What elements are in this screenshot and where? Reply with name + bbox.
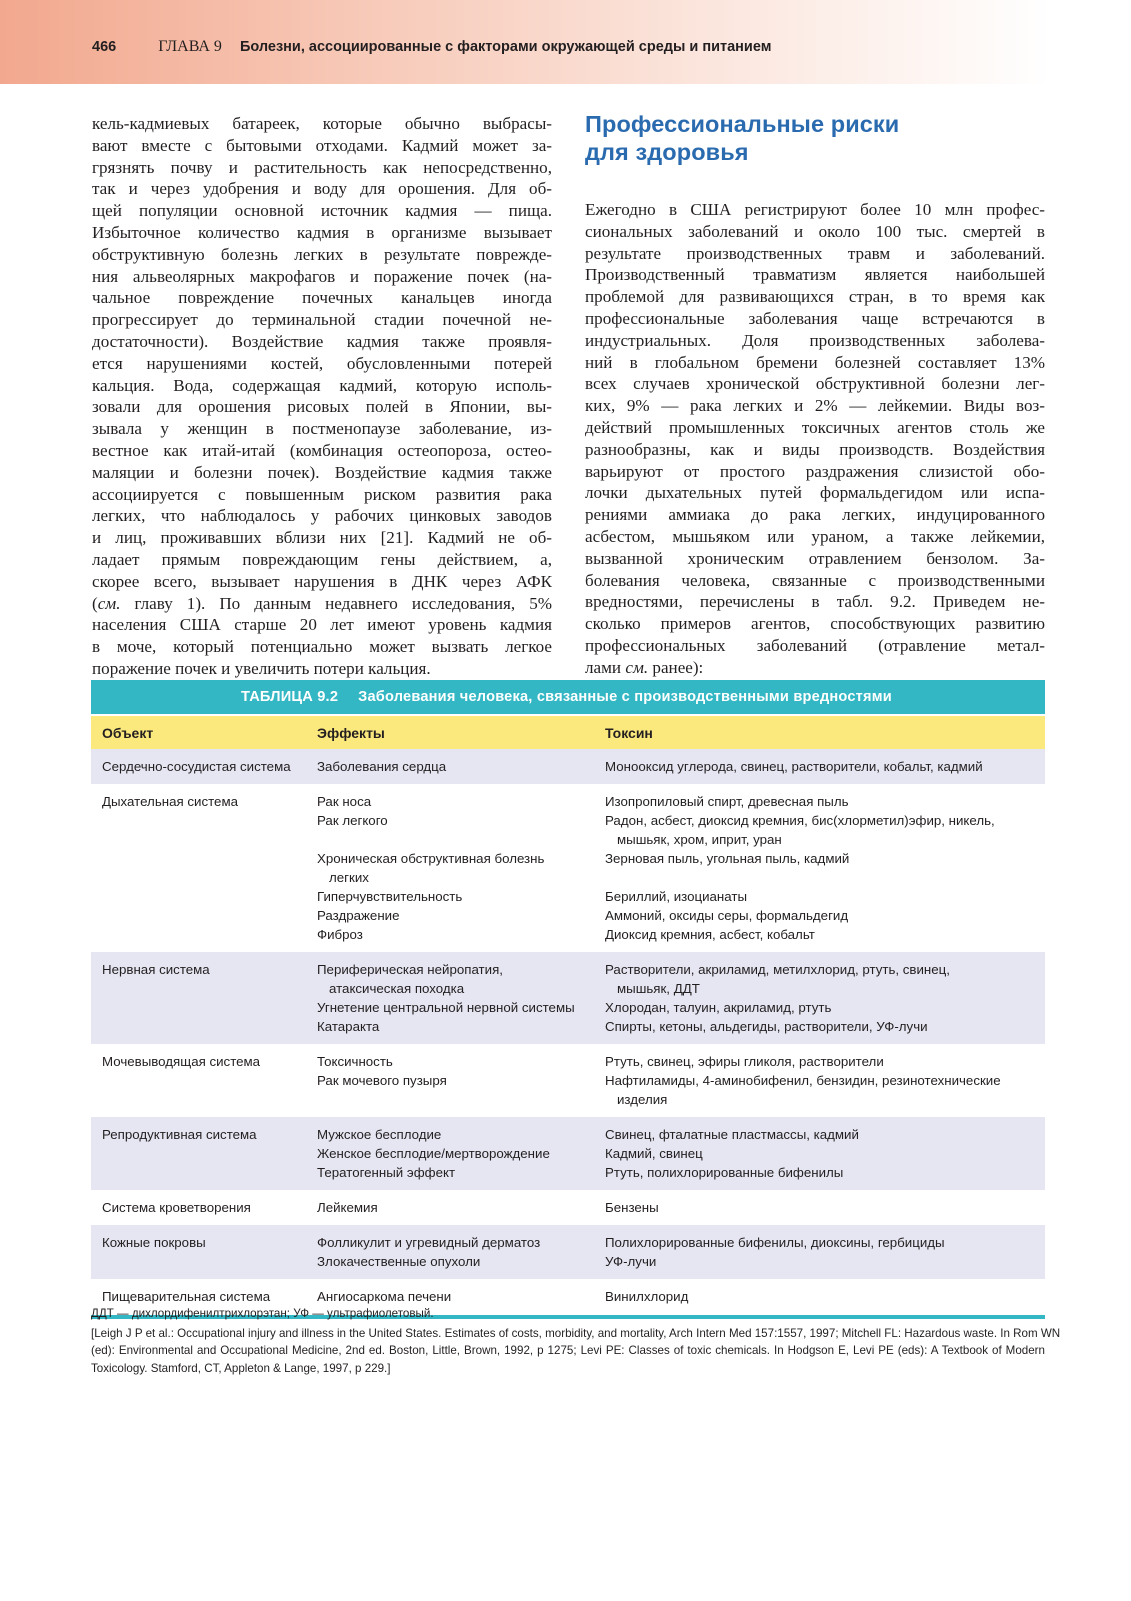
text-line: вестное как итай-итай (комбинация остеопороза, остео- [92, 440, 552, 460]
toxin-line: Винилхлорид [605, 1289, 689, 1304]
effect-line: Мужское бесплодие [317, 1127, 442, 1142]
toxin-line: Бериллий, изоцианаты [605, 889, 748, 904]
text-line: в моче, который потенциально может вызвать легкое [92, 637, 552, 657]
effect-line: легких [329, 870, 369, 885]
effect-line: Гиперчувствительность [317, 889, 463, 904]
text-line: Ежегодно в США регистрируют более 10 млн профес- [585, 200, 1045, 219]
cell-toxins [605, 960, 1045, 1036]
text-line: вредностями, перечислены в табл. 9.2. Приведем не- [585, 592, 1045, 612]
text-line: ний в глобальном бремени болезней составляет 13% [585, 352, 1045, 372]
toxin-line: Ртуть, свинец, эфиры гликоля, растворители [605, 1054, 884, 1069]
cell-effects [317, 960, 605, 1036]
running-header-line [92, 38, 771, 56]
text-line: кель-кадмиевых батареек, которые обычно выбрасы- [92, 114, 552, 133]
toxin-line: Полихлорированные бифенилы, диоксины, гербициды [605, 1235, 945, 1250]
text-line: профессиональных заболеваний (отравление метал- [585, 635, 1045, 655]
text-line: маляции и болезни почек). Воздействие кадмия также [92, 462, 552, 482]
text-line: чальное повреждение почечных канальцев иногда [92, 288, 552, 308]
text-line: болевания человека, связанные с производственными [585, 570, 1045, 590]
cell-effects [317, 792, 605, 944]
text-line: ется нарушениями костей, обусловленными потерей [92, 353, 552, 373]
table-abbreviations: ДДТ — дихлордифенилтрихлорэтан; УФ — ультрафиолетовый. [91, 1307, 434, 1320]
effect-line: Ангиосаркома печени [317, 1289, 452, 1304]
effect-line: Рак носа [317, 794, 372, 809]
effect-line: Фолликулит и угревидный дерматоз [317, 1235, 541, 1250]
effect-line: Тератогенный эффект [317, 1165, 456, 1180]
cell-object: Кожные покровы [102, 1235, 206, 1250]
text-line: скорее всего, вызывает нарушения в ДНК через АФК [92, 571, 552, 591]
cell-effects [317, 1233, 605, 1271]
cell-effects [317, 1198, 605, 1217]
text-line: прогрессирует до терминальной стадии почечной не- [92, 310, 552, 330]
text-line: всех случаев хронической обструктивной болезни лег- [585, 374, 1045, 394]
table-source [91, 1325, 1061, 1378]
chapter-label: ГЛАВА 9 [158, 38, 222, 55]
toxin-line: Кадмий, свинец [605, 1146, 703, 1161]
column-header-toxin: Токсин [605, 724, 653, 741]
cell-toxins [605, 1198, 1045, 1217]
toxin-line: Ртуть, полихлорированные бифенилы [605, 1165, 844, 1180]
left-text-column [92, 113, 552, 680]
effect-line: Хроническая обструктивная болезнь [317, 851, 545, 866]
text-line: зовали для орошения рисовых полей в Японии, вы- [92, 397, 552, 417]
right-text-column [585, 110, 1045, 679]
cell-object: Мочевыводящая система [102, 1054, 261, 1069]
text-line: поражение почек и увеличить потери кальция. [92, 658, 431, 678]
table-number: ТАБЛИЦА 9.2 [241, 689, 339, 705]
table-body [91, 749, 1045, 1314]
cell-effects [317, 1052, 605, 1109]
cell-effects [317, 757, 605, 776]
effect-line: Периферическая нейропатия, [317, 962, 503, 977]
table-notes [91, 1305, 1061, 1377]
text-line: индустриальных. Доля производственных заболева- [585, 330, 1045, 350]
effect-line [317, 830, 605, 849]
effect-line: Рак мочевого пузыря [317, 1073, 447, 1088]
toxin-line: Бензены [605, 1200, 659, 1215]
toxin-line: Зерновая пыль, угольная пыль, кадмий [605, 851, 850, 866]
cell-toxins [605, 1287, 1045, 1306]
cell-object: Нервная система [102, 962, 210, 977]
effect-line: Фиброз [317, 927, 363, 942]
text-line: сиональных заболеваний и около 100 тыс. смертей в [585, 221, 1045, 241]
section-heading-line: Профессиональные риски [585, 111, 900, 137]
text-line: кальция. Вода, содержащая кадмий, которую исполь- [92, 375, 552, 395]
section-heading [585, 110, 1045, 166]
section-heading-line: для здоровья [585, 139, 749, 165]
table-row [91, 1117, 1045, 1190]
text-line: обструктивную болезнь легких в результате поврежде- [92, 244, 552, 264]
text-line: результате производственных травм и заболеваний. [585, 243, 1045, 263]
effect-line: Лейкемия [317, 1200, 378, 1215]
text-line: Производственный травматизм является наибольшей [585, 265, 1045, 285]
text-line: лами см. ранее): [585, 657, 704, 677]
toxin-line: Монооксид углерода, свинец, растворители, кобальт, кадмий [605, 759, 983, 774]
toxin-line: мышьяк, ДДТ [617, 981, 700, 996]
cell-object: Пищеварительная система [102, 1289, 271, 1304]
cell-object: Дыхательная система [102, 794, 238, 809]
text-line: ассоциируется с повышенным риском развития рака [92, 484, 552, 504]
text-line: профессиональные заболевания чаще встречаются в [585, 308, 1045, 328]
table-row [91, 1190, 1045, 1225]
text-line: и лиц, проживавших вблизи них [21]. Кадмий не об- [92, 528, 552, 548]
table-row [91, 1044, 1045, 1117]
toxin-line: мышьяк, хром, иприт, уран [617, 832, 782, 847]
cell-toxins [605, 1233, 1045, 1271]
effect-line: Злокачественные опухоли [317, 1254, 481, 1269]
text-line: ния альвеолярных макрофагов и поражение почек (на- [92, 266, 552, 286]
cell-object: Система кроветворения [102, 1200, 251, 1215]
text-line: варьируют от простого раздражения слизистой обо- [585, 461, 1045, 481]
text-line: проблемой для развивающихся стран, в то время как [585, 287, 1045, 307]
column-header-object: Объект [102, 724, 154, 741]
table-9-2 [91, 680, 1045, 1319]
text-line: асбестом, мышьяком или ураном, а также лейкемии, [585, 526, 1045, 546]
toxin-line: Хлородан, талуин, акриламид, ртуть [605, 1000, 832, 1015]
effect-line: Катаракта [317, 1019, 380, 1034]
text-line: легких, что наблюдалось у рабочих цинковых заводов [92, 506, 552, 526]
text-line: лочки дыхательных путей формальдегидом или испа- [585, 483, 1045, 503]
running-header [0, 0, 1131, 84]
cell-object: Репродуктивная система [102, 1127, 257, 1142]
cell-toxins [605, 1052, 1045, 1109]
cell-effects [317, 1287, 605, 1306]
table-caption-bar [91, 680, 1045, 714]
text-line: действий промышленных токсичных агентов столь же [585, 417, 1045, 437]
column-header-effects: Эффекты [317, 724, 385, 741]
text-line: достаточности). Воздействие кадмия также проявля- [92, 331, 552, 351]
cell-effects [317, 1125, 605, 1182]
text-line: ких, 9% — рака легких и 2% — лейкемии. Виды воз- [585, 396, 1045, 416]
toxin-line: Диоксид кремния, асбест, кобальт [605, 927, 815, 942]
toxin-line: Растворители, акриламид, метилхлорид, ртуть, свинец, [605, 962, 950, 977]
source-line: [Leigh J P et al.: Occupational injury and illness in the United States. Estimates of costs, morbidity, and mortality, Arch Intern Med 157:1557, 1997; Mitchell FL: Hazardous waste. In Rom WN [91, 1326, 1061, 1340]
text-line: вают вместе с бытовыми отходами. Кадмий может за- [92, 135, 552, 155]
text-line: щей популяции основной источник кадмия — пища. [92, 201, 552, 221]
text-line: ладает прямым повреждающим гены действием, а, [92, 549, 552, 569]
text-line: Избыточное количество кадмия в организме вызывает [92, 222, 552, 242]
toxin-line: Спирты, кетоны, альдегиды, растворители, УФ-лучи [605, 1019, 928, 1034]
effect-line: Заболевания сердца [317, 759, 447, 774]
cell-toxins [605, 792, 1045, 944]
effect-line: Раздражение [317, 908, 400, 923]
source-line: (ed): Environmental and Occupational Medicine, 2nd ed. Boston, Little, Brown, 1992, p 1275; Levi PE: Classes of toxic chemicals. In Hodgson E, Levi PE (eds): A Textbook of Modern [91, 1344, 1045, 1358]
effect-line: Угнетение центральной нервной системы [317, 1000, 575, 1015]
text-line: грязнять почву и растительность как непосредственно, [92, 157, 552, 177]
toxin-line: Радон, асбест, диоксид кремния, бис(хлорметил)эфир, никель, [605, 813, 995, 828]
chapter-title: Болезни, ассоциированные с факторами окружающей среды и питанием [239, 39, 772, 55]
effect-line: Рак легкого [317, 813, 388, 828]
table-row [91, 749, 1045, 784]
effect-line: Токсичность [317, 1054, 393, 1069]
section-body [585, 199, 1045, 679]
cell-toxins [605, 1125, 1045, 1182]
toxin-line: Нафтиламиды, 4-аминобифенил, бензидин, резинотехнические [605, 1073, 1001, 1088]
toxin-line: Свинец, фталатные пластмассы, кадмий [605, 1127, 859, 1142]
text-line: разнообразны, как и виды производств. Воздействия [585, 439, 1045, 459]
table-row [91, 784, 1045, 952]
table-header-row [91, 714, 1045, 749]
toxin-line: изделия [617, 1092, 668, 1107]
table-row [91, 952, 1045, 1044]
text-line: (см. главу 1). По данным недавнего исследования, 5% [92, 593, 552, 613]
text-line: рениями аммиака до рака легких, индуцированного [585, 505, 1045, 525]
cell-toxins [605, 757, 1045, 776]
text-line: населения США старше 20 лет имеют уровень кадмия [92, 615, 552, 635]
toxin-line: Аммоний, оксиды серы, формальдегид [605, 908, 849, 923]
effect-line: Женское бесплодие/мертворождение [317, 1146, 550, 1161]
toxin-line [605, 868, 1045, 887]
toxin-line: УФ-лучи [605, 1254, 657, 1269]
text-line: сколько примеров агентов, способствующих развитию [585, 614, 1045, 634]
text-line: вызванной хроническим отравлением бензолом. За- [585, 548, 1045, 568]
page-number: 466 [92, 39, 117, 55]
text-line: так и через удобрения и воду для орошения. Для об- [92, 179, 552, 199]
cell-object: Сердечно-сосудистая система [102, 759, 291, 774]
text-line: зывала у женщин в постменопаузе заболевание, из- [92, 419, 552, 439]
toxin-line: Изопропиловый спирт, древесная пыль [605, 794, 849, 809]
source-line: Toxicology. Stamford, CT, Appleton & Lange, 1997, p 229.] [91, 1361, 391, 1375]
table-row [91, 1225, 1045, 1279]
table-caption: Заболевания человека, связанные с производственными вредностями [358, 689, 892, 705]
effect-line: атаксическая походка [329, 981, 465, 996]
